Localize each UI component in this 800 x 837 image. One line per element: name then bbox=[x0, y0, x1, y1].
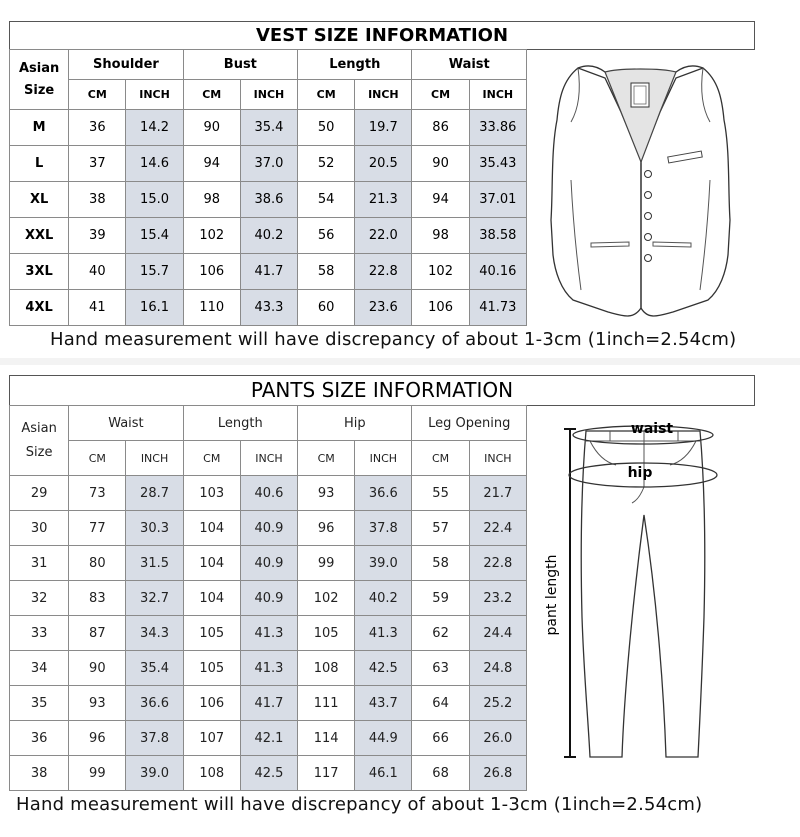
vest-size-cell: 14.2 bbox=[126, 110, 183, 146]
pants-unit-cm: CM bbox=[183, 441, 240, 476]
pants-size-row bbox=[10, 581, 527, 616]
pants-size-row bbox=[10, 616, 527, 651]
pants-size-cell: 42.1 bbox=[240, 721, 297, 756]
pants-size-cell: 41.3 bbox=[355, 616, 412, 651]
vest-size-cell: 40.2 bbox=[240, 218, 297, 254]
pants-corner-line2: Size bbox=[25, 444, 53, 460]
vest-size-cell: 38.6 bbox=[240, 182, 297, 218]
pants-size-label: 30 bbox=[10, 511, 69, 546]
pants-unit-row bbox=[10, 441, 527, 476]
vest-size-panel bbox=[0, 0, 800, 358]
pants-size-cell: 24.8 bbox=[469, 651, 526, 686]
vest-corner-line2: Size bbox=[24, 82, 55, 98]
vest-size-cell: 19.7 bbox=[355, 110, 412, 146]
pants-size-cell: 104 bbox=[183, 546, 240, 581]
pants-size-cell: 62 bbox=[412, 616, 469, 651]
pants-size-cell: 35.4 bbox=[126, 651, 183, 686]
pants-size-cell: 24.4 bbox=[469, 616, 526, 651]
pants-size-cell: 40.9 bbox=[240, 546, 297, 581]
vest-size-label: M bbox=[10, 110, 69, 146]
pants-size-cell: 44.9 bbox=[355, 721, 412, 756]
vest-size-cell: 40.16 bbox=[469, 254, 526, 290]
vest-size-cell: 37.0 bbox=[240, 146, 297, 182]
pants-size-cell: 55 bbox=[412, 476, 469, 511]
vest-unit-inch: INCH bbox=[240, 80, 297, 110]
pants-size-row bbox=[10, 511, 527, 546]
vest-size-cell: 35.43 bbox=[469, 146, 526, 182]
pants-size-cell: 66 bbox=[412, 721, 469, 756]
vest-corner-line1: Asian bbox=[18, 60, 60, 76]
vest-size-cell: 58 bbox=[298, 254, 355, 290]
pants-size-cell: 99 bbox=[298, 546, 355, 581]
vest-size-cell: 22.8 bbox=[355, 254, 412, 290]
pants-title-text: PANTS SIZE INFORMATION bbox=[250, 378, 514, 402]
vest-size-cell: 60 bbox=[298, 290, 355, 326]
vest-size-row bbox=[10, 218, 527, 254]
vest-size-cell: 36 bbox=[69, 110, 126, 146]
pants-size-cell: 40.9 bbox=[240, 511, 297, 546]
pants-size-cell: 58 bbox=[412, 546, 469, 581]
pants-size-cell: 25.2 bbox=[469, 686, 526, 721]
pants-size-cell: 77 bbox=[69, 511, 126, 546]
panel-divider bbox=[0, 358, 800, 365]
pants-illustration bbox=[540, 417, 740, 777]
pants-size-label: 34 bbox=[10, 651, 69, 686]
pants-size-cell: 105 bbox=[298, 616, 355, 651]
pants-unit-inch: INCH bbox=[240, 441, 297, 476]
vest-size-cell: 38.58 bbox=[469, 218, 526, 254]
pants-size-table bbox=[9, 405, 527, 791]
vest-size-cell: 38 bbox=[69, 182, 126, 218]
pants-size-cell: 21.7 bbox=[469, 476, 526, 511]
vest-title bbox=[9, 21, 755, 50]
pants-size-cell: 93 bbox=[298, 476, 355, 511]
pants-size-label: 38 bbox=[10, 756, 69, 791]
vest-size-row bbox=[10, 146, 527, 182]
vest-title-text: VEST SIZE INFORMATION bbox=[255, 25, 509, 46]
pants-size-cell: 111 bbox=[298, 686, 355, 721]
pants-size-cell: 26.0 bbox=[469, 721, 526, 756]
pants-size-label: 31 bbox=[10, 546, 69, 581]
vest-unit-inch: INCH bbox=[355, 80, 412, 110]
pants-size-cell: 41.3 bbox=[240, 616, 297, 651]
vest-size-cell: 94 bbox=[412, 182, 469, 218]
pants-size-cell: 105 bbox=[183, 616, 240, 651]
vest-size-cell: 98 bbox=[183, 182, 240, 218]
pants-size-label: 36 bbox=[10, 721, 69, 756]
pants-group-length: Length bbox=[183, 406, 297, 441]
pants-size-cell: 41.3 bbox=[240, 651, 297, 686]
pants-size-row bbox=[10, 756, 527, 791]
vest-size-cell: 15.0 bbox=[126, 182, 183, 218]
vest-unit-cm: CM bbox=[298, 80, 355, 110]
pants-size-cell: 34.3 bbox=[126, 616, 183, 651]
vest-size-cell: 102 bbox=[412, 254, 469, 290]
vest-measurement-note: Hand measurement will have discrepancy of about 1-3cm (1inch=2.54cm) bbox=[50, 329, 737, 350]
vest-size-cell: 40 bbox=[69, 254, 126, 290]
vest-size-cell: 41.7 bbox=[240, 254, 297, 290]
pants-size-cell: 96 bbox=[69, 721, 126, 756]
vest-group-length: Length bbox=[298, 50, 412, 80]
vest-size-cell: 39 bbox=[69, 218, 126, 254]
pants-size-cell: 59 bbox=[412, 581, 469, 616]
vest-unit-inch: INCH bbox=[126, 80, 183, 110]
vest-size-cell: 50 bbox=[298, 110, 355, 146]
pants-size-cell: 87 bbox=[69, 616, 126, 651]
pants-size-label: 32 bbox=[10, 581, 69, 616]
vest-size-cell: 94 bbox=[183, 146, 240, 182]
vest-size-cell: 98 bbox=[412, 218, 469, 254]
pants-size-label: 35 bbox=[10, 686, 69, 721]
vest-size-cell: 56 bbox=[298, 218, 355, 254]
pants-size-cell: 40.2 bbox=[355, 581, 412, 616]
pants-size-cell: 42.5 bbox=[240, 756, 297, 791]
vest-unit-cm: CM bbox=[412, 80, 469, 110]
pants-unit-inch: INCH bbox=[126, 441, 183, 476]
vest-size-row bbox=[10, 110, 527, 146]
pants-size-cell: 46.1 bbox=[355, 756, 412, 791]
pants-size-cell: 99 bbox=[69, 756, 126, 791]
hip-label: hip bbox=[627, 465, 653, 481]
pants-size-cell: 57 bbox=[412, 511, 469, 546]
pants-size-cell: 108 bbox=[183, 756, 240, 791]
vest-size-label: XL bbox=[10, 182, 69, 218]
pants-size-cell: 108 bbox=[298, 651, 355, 686]
vest-size-cell: 41 bbox=[69, 290, 126, 326]
pants-size-cell: 93 bbox=[69, 686, 126, 721]
vest-size-cell: 90 bbox=[183, 110, 240, 146]
pants-size-cell: 83 bbox=[69, 581, 126, 616]
pants-measurement-note: Hand measurement will have discrepancy of about 1-3cm (1inch=2.54cm) bbox=[16, 794, 703, 815]
pants-size-cell: 31.5 bbox=[126, 546, 183, 581]
vest-size-cell: 43.3 bbox=[240, 290, 297, 326]
vest-unit-row bbox=[10, 80, 527, 110]
vest-group-waist: Waist bbox=[412, 50, 527, 80]
pants-size-cell: 102 bbox=[298, 581, 355, 616]
vest-size-row bbox=[10, 182, 527, 218]
pants-group-hip: Hip bbox=[298, 406, 412, 441]
pants-size-cell: 32.7 bbox=[126, 581, 183, 616]
waist-label: waist bbox=[630, 421, 674, 437]
pants-size-row bbox=[10, 721, 527, 756]
vest-group-bust: Bust bbox=[183, 50, 297, 80]
pants-unit-cm: CM bbox=[412, 441, 469, 476]
pants-size-cell: 105 bbox=[183, 651, 240, 686]
vest-size-cell: 21.3 bbox=[355, 182, 412, 218]
vest-unit-cm: CM bbox=[183, 80, 240, 110]
pants-size-label: 29 bbox=[10, 476, 69, 511]
pants-size-cell: 22.8 bbox=[469, 546, 526, 581]
pants-corner-line1: Asian bbox=[21, 420, 57, 436]
pants-size-cell: 104 bbox=[183, 511, 240, 546]
pants-size-cell: 39.0 bbox=[126, 756, 183, 791]
pants-size-cell: 104 bbox=[183, 581, 240, 616]
pants-unit-cm: CM bbox=[69, 441, 126, 476]
vest-size-cell: 14.6 bbox=[126, 146, 183, 182]
vest-size-label: 3XL bbox=[10, 254, 69, 290]
pants-size-cell: 73 bbox=[69, 476, 126, 511]
pants-size-cell: 117 bbox=[298, 756, 355, 791]
vest-unit-cm: CM bbox=[69, 80, 126, 110]
pants-size-row bbox=[10, 546, 527, 581]
vest-size-cell: 37.01 bbox=[469, 182, 526, 218]
pants-unit-cm: CM bbox=[298, 441, 355, 476]
pants-size-cell: 30.3 bbox=[126, 511, 183, 546]
pants-size-cell: 36.6 bbox=[355, 476, 412, 511]
pants-size-cell: 36.6 bbox=[126, 686, 183, 721]
pants-size-row bbox=[10, 476, 527, 511]
pants-size-cell: 114 bbox=[298, 721, 355, 756]
pants-size-cell: 68 bbox=[412, 756, 469, 791]
pants-corner-header bbox=[10, 406, 69, 476]
pants-size-cell: 37.8 bbox=[126, 721, 183, 756]
vest-size-row bbox=[10, 290, 527, 326]
pants-size-cell: 39.0 bbox=[355, 546, 412, 581]
vest-size-cell: 110 bbox=[183, 290, 240, 326]
pants-size-cell: 103 bbox=[183, 476, 240, 511]
pants-size-panel bbox=[0, 365, 800, 837]
vest-size-table bbox=[9, 49, 527, 326]
pants-size-cell: 22.4 bbox=[469, 511, 526, 546]
pants-size-cell: 64 bbox=[412, 686, 469, 721]
vest-size-label: L bbox=[10, 146, 69, 182]
vest-size-cell: 15.7 bbox=[126, 254, 183, 290]
pant-length-label: pant length bbox=[544, 554, 560, 636]
pants-size-cell: 90 bbox=[69, 651, 126, 686]
pants-size-cell: 106 bbox=[183, 686, 240, 721]
vest-size-cell: 15.4 bbox=[126, 218, 183, 254]
pants-size-row bbox=[10, 651, 527, 686]
pants-unit-inch: INCH bbox=[355, 441, 412, 476]
pants-size-cell: 23.2 bbox=[469, 581, 526, 616]
pants-size-cell: 80 bbox=[69, 546, 126, 581]
pants-size-cell: 43.7 bbox=[355, 686, 412, 721]
vest-illustration bbox=[533, 50, 748, 326]
vest-size-cell: 20.5 bbox=[355, 146, 412, 182]
vest-unit-inch: INCH bbox=[469, 80, 526, 110]
pants-size-cell: 41.7 bbox=[240, 686, 297, 721]
pants-group-leg-opening: Leg Opening bbox=[412, 406, 527, 441]
vest-size-cell: 23.6 bbox=[355, 290, 412, 326]
pants-group-waist: Waist bbox=[69, 406, 183, 441]
vest-size-cell: 33.86 bbox=[469, 110, 526, 146]
pants-size-cell: 28.7 bbox=[126, 476, 183, 511]
pants-size-cell: 107 bbox=[183, 721, 240, 756]
vest-size-cell: 22.0 bbox=[355, 218, 412, 254]
pants-size-cell: 63 bbox=[412, 651, 469, 686]
pants-size-cell: 26.8 bbox=[469, 756, 526, 791]
vest-size-cell: 16.1 bbox=[126, 290, 183, 326]
vest-size-cell: 90 bbox=[412, 146, 469, 182]
vest-size-cell: 102 bbox=[183, 218, 240, 254]
vest-size-row bbox=[10, 254, 527, 290]
vest-size-cell: 52 bbox=[298, 146, 355, 182]
pants-title bbox=[9, 375, 755, 406]
pants-size-cell: 42.5 bbox=[355, 651, 412, 686]
vest-group-shoulder: Shoulder bbox=[69, 50, 183, 80]
pants-size-label: 33 bbox=[10, 616, 69, 651]
vest-size-cell: 106 bbox=[412, 290, 469, 326]
vest-size-cell: 41.73 bbox=[469, 290, 526, 326]
vest-size-cell: 54 bbox=[298, 182, 355, 218]
vest-size-cell: 86 bbox=[412, 110, 469, 146]
vest-corner-header bbox=[10, 50, 69, 110]
vest-size-cell: 37 bbox=[69, 146, 126, 182]
pants-size-cell: 40.6 bbox=[240, 476, 297, 511]
pants-size-cell: 37.8 bbox=[355, 511, 412, 546]
vest-size-label: XXL bbox=[10, 218, 69, 254]
vest-size-cell: 35.4 bbox=[240, 110, 297, 146]
pants-size-row bbox=[10, 686, 527, 721]
pants-size-cell: 40.9 bbox=[240, 581, 297, 616]
pants-unit-inch: INCH bbox=[469, 441, 526, 476]
vest-size-label: 4XL bbox=[10, 290, 69, 326]
vest-size-cell: 106 bbox=[183, 254, 240, 290]
pants-size-cell: 96 bbox=[298, 511, 355, 546]
